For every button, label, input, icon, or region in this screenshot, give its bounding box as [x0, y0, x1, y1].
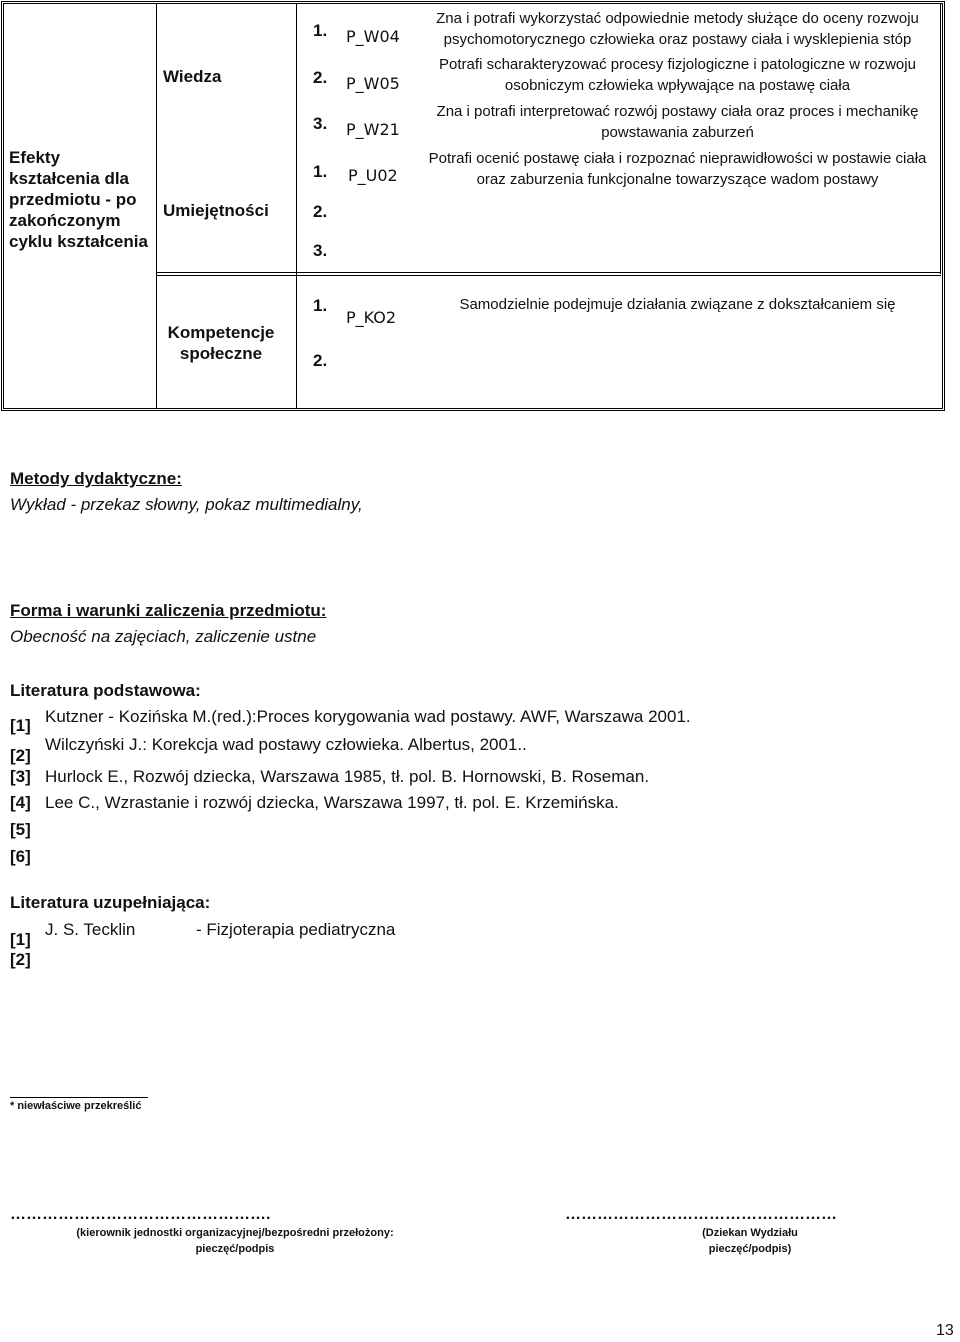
- literature-item: Kutzner - Kozińska M.(red.):Proces korygowania wad postawy. AWF, Warszawa 2001.: [45, 707, 691, 726]
- outcome-code: P_U02: [348, 166, 398, 185]
- category-knowledge: Wiedza: [163, 67, 222, 86]
- category-social-competences: Kompetencje społeczne: [167, 323, 275, 363]
- row-number: 2.: [313, 351, 328, 370]
- signature-caption-right-line2: pieczęć/podpis): [708, 1243, 792, 1255]
- literature-item-number: [4]: [10, 793, 31, 812]
- literature-basic-heading: Literatura podstawowa:: [10, 681, 201, 700]
- literature-item-number: [5]: [10, 820, 31, 839]
- outcome-description: Samodzielnie podejmuje działania związane z dokształcaniem się: [459, 296, 896, 313]
- literature-item-number: [1]: [10, 930, 31, 949]
- category-skills: Umiejętności: [163, 201, 269, 220]
- signature-caption-right-line1: (Dziekan Wydziału: [702, 1227, 798, 1239]
- signature-caption-left-line2: pieczęć/podpis: [195, 1243, 275, 1255]
- footnote: * niewłaściwe przekreślić: [10, 1100, 142, 1112]
- signature-caption-right: [660, 1225, 840, 1257]
- literature-extra-author: J. S. Tecklin: [45, 920, 136, 939]
- signature-caption-left-line1: (kierownik jednostki organizacyjnej/bezpośredni przełożony:: [76, 1227, 394, 1239]
- row-number: 1.: [313, 162, 328, 181]
- literature-item: Lee C., Wzrastanie i rozwój dziecka, Warszawa 1997, tł. pol. E. Krzemińska.: [45, 793, 619, 812]
- assessment-heading: Forma i warunki zaliczenia przedmiotu:: [10, 601, 327, 620]
- outcome-description: Potrafi scharakteryzować procesy fizjologiczne i patologiczne w rozwoju osobniczym człowieka wpływające na postawę ciała: [439, 56, 916, 94]
- footnote-separator: [10, 1097, 148, 1098]
- outcome-description: Zna i potrafi interpretować rozwój postawy ciała oraz proces i mechanikę powstawania zaburzeń: [436, 103, 919, 141]
- outcome-code: P_W21: [346, 120, 400, 139]
- outcome-description: Potrafi ocenić postawę ciała i rozpoznać nieprawidłowości w postawie ciała oraz zaburzenia funkcjonalne towarzyszące wadom postawy: [428, 150, 927, 188]
- signature-line-right: ……………………………………………: [565, 1206, 837, 1223]
- literature-item-number: [6]: [10, 847, 31, 866]
- row-number: 1.: [313, 21, 328, 40]
- row-number: 2.: [313, 68, 328, 87]
- outcomes-main-label: Efekty kształcenia dla przedmiotu - po zakończonym cyklu kształcenia: [9, 148, 148, 251]
- row-number: 3.: [313, 241, 328, 260]
- outcome-code: P_W04: [346, 27, 400, 46]
- outcome-code: P_W05: [346, 74, 400, 93]
- page-number: 13: [936, 1322, 954, 1339]
- literature-item: Hurlock E., Rozwój dziecka, Warszawa 1985, tł. pol. B. Hornowski, B. Roseman.: [45, 767, 650, 786]
- outcome-code: P_KO2: [346, 308, 397, 327]
- methods-text: Wykład - przekaz słowny, pokaz multimedialny,: [10, 495, 363, 514]
- signature-caption-left: [60, 1225, 410, 1257]
- row-number: 1.: [313, 296, 328, 315]
- literature-item-number: [2]: [10, 746, 31, 765]
- methods-heading: Metody dydaktyczne:: [10, 469, 182, 488]
- literature-extra-title: - Fizjoterapia pediatryczna: [196, 920, 396, 939]
- row-number: 2.: [313, 202, 328, 221]
- outcome-description: Zna i potrafi wykorzystać odpowiednie metody służące do oceny rozwoju psychomotorycznego człowieka oraz postawy ciała i wysklepienia stóp: [436, 10, 919, 48]
- table-bottom-stub: [334, 410, 410, 411]
- literature-item-number: [3]: [10, 767, 31, 786]
- row-number: 3.: [313, 114, 328, 133]
- literature-item-number: [1]: [10, 716, 31, 735]
- literature-extra-heading: Literatura uzupełniająca:: [10, 893, 211, 912]
- assessment-text: Obecność na zajęciach, zaliczenie ustne: [10, 627, 317, 646]
- literature-item-number: [2]: [10, 950, 31, 969]
- signature-line-left: ………………………………………….: [10, 1206, 271, 1223]
- literature-item: Wilczyński J.: Korekcja wad postawy człowieka. Albertus, 2001..: [45, 735, 527, 754]
